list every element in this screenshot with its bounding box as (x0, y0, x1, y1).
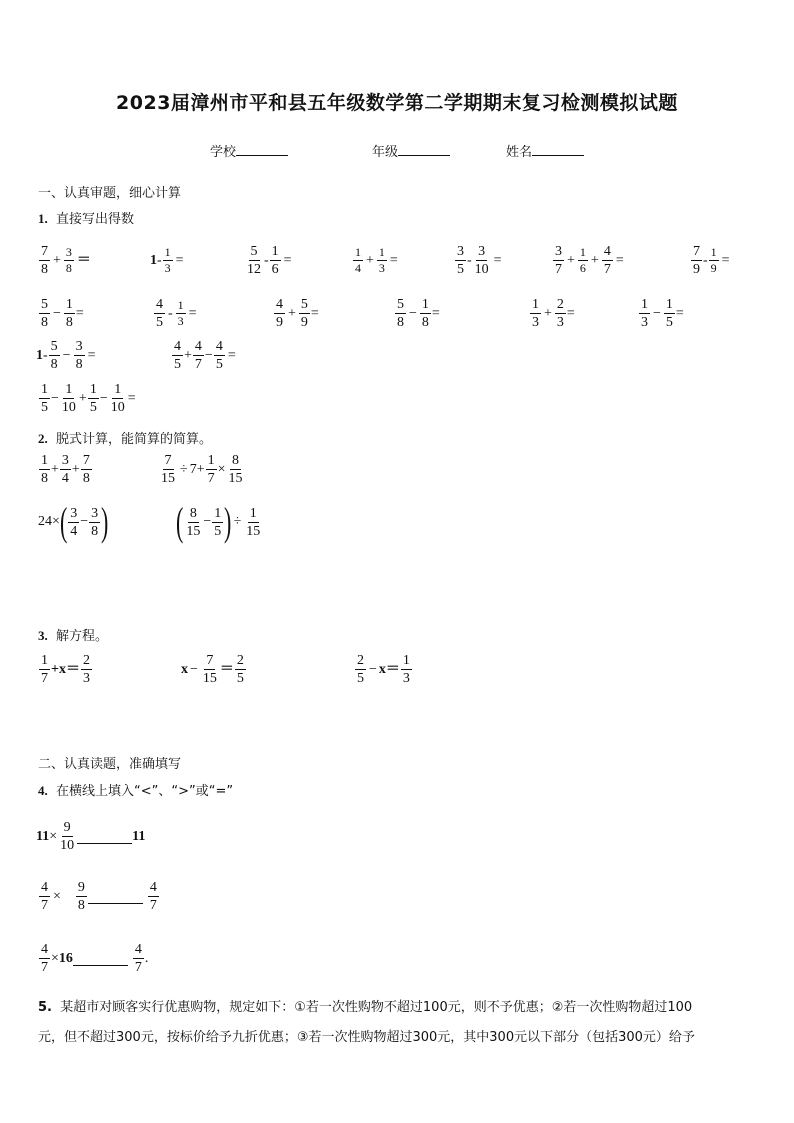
q1-item-4: $\frac{1}{4}$ + $\frac{1}{3}$ = (355, 245, 398, 275)
q1-item-8: $\frac{5}{8}$ − $\frac{1}{8}$ = (41, 297, 84, 330)
q2-item-2: $\frac{7}{15}$ ÷ 7 + $\frac{1}{7}$ × $\frac{8}{15}$ (161, 453, 243, 486)
q4-answer-blank-1[interactable] (77, 829, 132, 844)
q2-item-4: ( $\frac{8}{15}$ − $\frac{1}{5}$ ) ÷ $\frac{1}{15}$ (175, 499, 261, 544)
school-field[interactable] (210, 141, 288, 160)
question-2: 2. 脱式计算，能简算的简算。 (38, 431, 213, 447)
section-1-heading: 一、认真审题，细心计算 (38, 186, 182, 201)
q1-item-6: $\frac{3}{7}$ + $\frac{1}{6}$ + $\frac{4}{7}$ = (555, 244, 624, 277)
school-label: 学校 (210, 145, 237, 160)
q1-item-3: $\frac{5}{12}$ - $\frac{1}{6}$ = (247, 244, 292, 277)
question-5: 5. 某超市对顾客实行优惠购物，规定如下：①若一次性购物不超过100元，则不予优惠；②若一次性购物超过100 元，但不超过300元，按标价给予九折优惠；③若一次性购物超过300元，其中300元以下部分（包括300元）给予 (38, 1000, 695, 1045)
page-title: 2023届漳州市平和县五年级数学第二学期期末复习检测模拟试题 (116, 92, 678, 114)
q4-item-1: 11 × $\frac{9}{10}$ 11 (36, 820, 146, 853)
name-field[interactable] (506, 141, 584, 160)
q1-item-15: $\frac{4}{5}$ + $\frac{4}{7}$ − $\frac{4}{5}$ = (174, 339, 236, 372)
q1-item-9: $\frac{4}{5}$ - $\frac{1}{3}$ = (156, 297, 197, 330)
q4-answer-blank-3[interactable] (73, 951, 128, 966)
q2-item-3: 24 × ( $\frac{3}{4}$ − $\frac{3}{8}$ ) (38, 499, 109, 544)
q1-item-16: $\frac{1}{5}$ − $\frac{1}{10}$ + $\frac{1}{5}$ − $\frac{1}{10}$ = (41, 382, 136, 415)
grade-blank[interactable] (398, 143, 450, 156)
q3-equation-1: $\frac{1}{7}$ + x ＝ $\frac{2}{3}$ (41, 653, 90, 686)
name-label: 姓名 (506, 145, 533, 160)
school-blank[interactable] (236, 143, 288, 156)
q2-item-1: $\frac{1}{8}$ + $\frac{3}{4}$ + $\frac{7}{8}$ (41, 453, 90, 486)
q1-item-12: $\frac{1}{3}$ + $\frac{2}{3}$ = (532, 297, 575, 330)
section-2-heading: 二、认真读题，准确填写 (38, 757, 182, 772)
q1-item-5: $\frac{3}{5}$ - $\frac{3}{10}$ = (457, 244, 502, 277)
name-blank[interactable] (532, 143, 584, 156)
question-3: 3. 解方程。 (38, 628, 109, 644)
grade-field[interactable] (372, 141, 450, 160)
q1-item-11: $\frac{5}{8}$ − $\frac{1}{8}$ = (397, 297, 440, 330)
q1-item-13: $\frac{1}{3}$ − $\frac{1}{5}$ = (641, 297, 684, 330)
q4-item-3: $\frac{4}{7}$ × 16 $\frac{4}{7}$ . (41, 942, 149, 975)
q1-item-7: $\frac{7}{9}$ - $\frac{1}{9}$ = (693, 244, 730, 277)
q1-item-1: $\frac{7}{8}$ + $\frac{3}{8}$ ＝ (41, 244, 91, 277)
q1-item-2: 1 - $\frac{1}{3}$ = (150, 245, 184, 275)
q4-item-2: $\frac{4}{7}$ × $\frac{9}{8}$ $\frac{4}{7}$ (41, 880, 157, 913)
q4-answer-blank-2[interactable] (88, 889, 143, 904)
q1-item-14: 1 - $\frac{5}{8}$ − $\frac{3}{8}$ = (36, 339, 96, 372)
q3-equation-2: x − $\frac{7}{15}$ ＝ $\frac{2}{5}$ (181, 653, 244, 686)
q3-equation-3: $\frac{2}{5}$ − x ＝ $\frac{1}{3}$ (357, 653, 410, 686)
q1-item-10: $\frac{4}{9}$ + $\frac{5}{9}$ = (276, 297, 319, 330)
grade-label: 年级 (372, 145, 399, 160)
question-1: 1. 直接写出得数 (38, 211, 135, 227)
question-4: 4. 在横线上填入“<”、“>”或“=” (38, 783, 234, 799)
